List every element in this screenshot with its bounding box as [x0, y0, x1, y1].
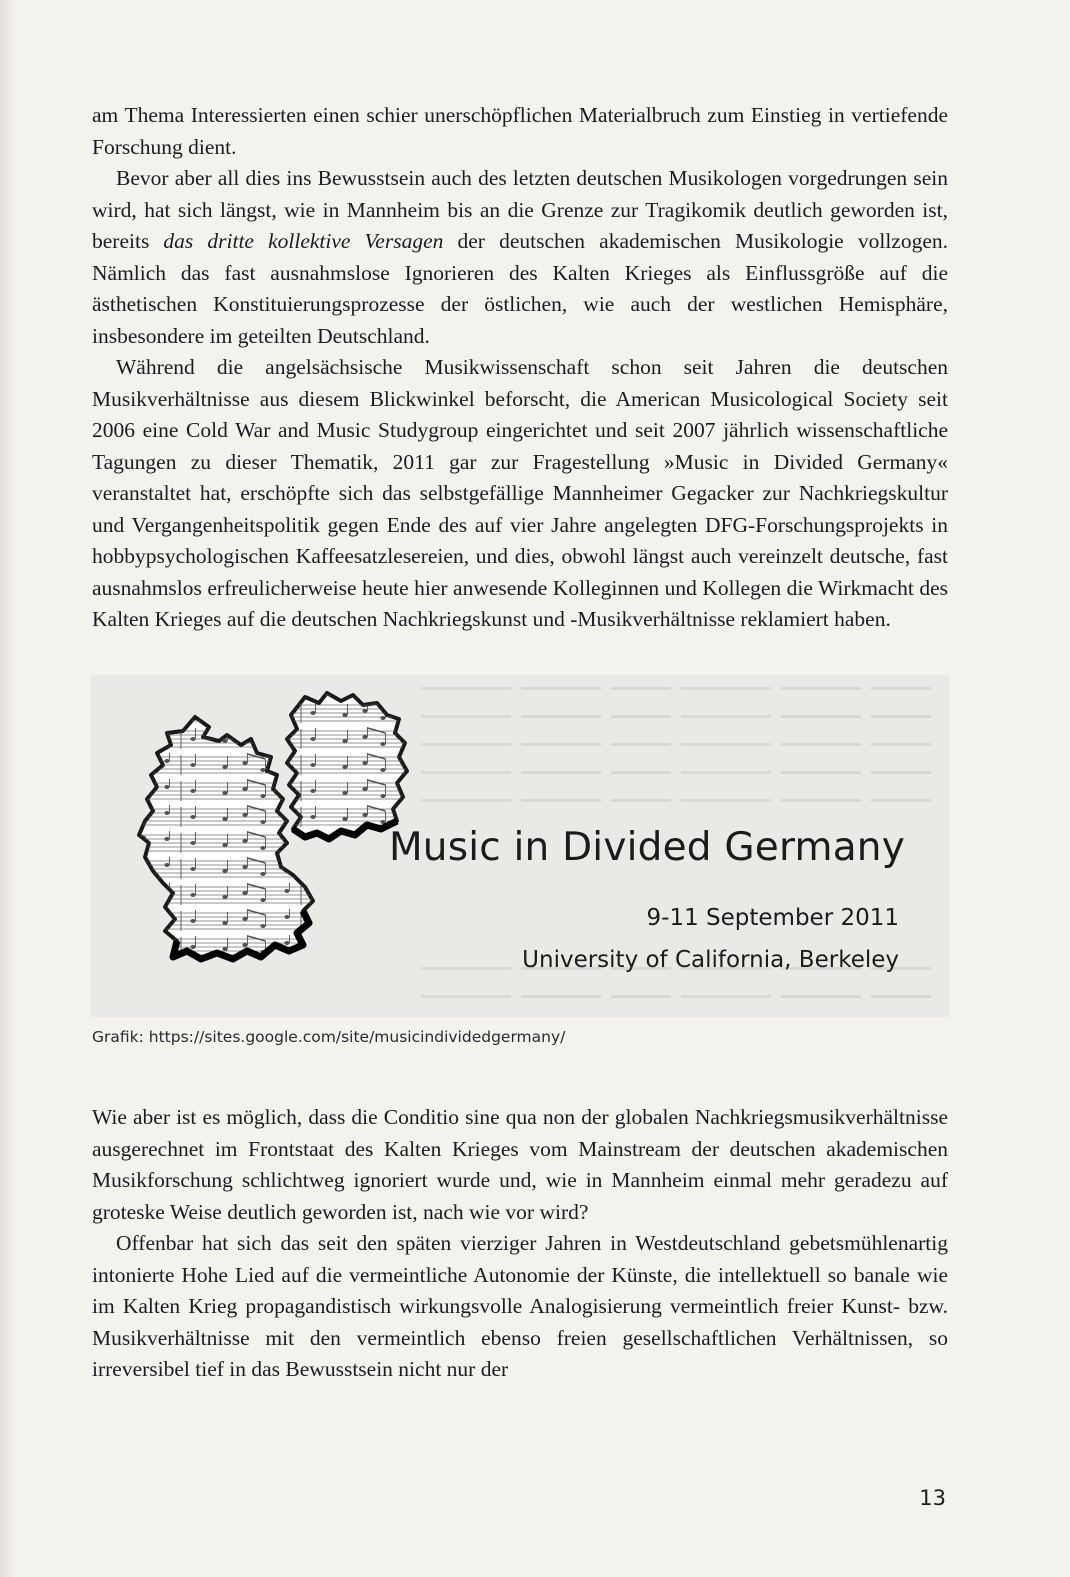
figure-date: 9-11 September 2011	[646, 905, 899, 931]
figure-venue: University of California, Berkeley	[522, 947, 899, 973]
text-run: am Thema Interessierten einen schier unerschöpflichen Materialbruch zum Einstieg in vertiefende Forschung dient.	[92, 103, 948, 159]
text-run: Bevor aber all dies ins Bewusstsein auch des letzten deutschen Musikologen vorgedrungen sein wird, hat sich längst, wie in Mannheim bis an die Grenze zur Tragikomik deutlich geworden ist, bereits	[92, 166, 948, 253]
paragraph	[92, 1228, 948, 1386]
figure-caption: Grafik: https://sites.google.com/site/musicindividedgermany/	[92, 1028, 566, 1046]
text-run: Während die angelsächsische Musikwissenschaft schon seit Jahren die deutschen Musikverhältnisse aus diesem Blickwinkel beforscht, die American Musicological Society seit 2006 eine Cold War and Music Studygroup eingerichtet und seit 2007 jährlich wissenschaftliche Tagungen zu dieser Thematik, 2011 gar zur Fragestellung »Music in Divided Germany« veranstaltet hat, erschöpfte sich das selbstgefällige Mannheimer Gegacker zur Nachkriegskultur und Vergangenheitspolitik gegen Ende des auf vier Jahre angelegten DFG-Forschungsprojekts in hobbypsychologischen Kaffeesatzlesereien, und dies, obwohl längst auch vereinzelt deutsche, fast ausnahmslos erfreulicherweise heute hier anwesende Kolleginnen und Kollegen die Wirkmacht des Kalten Krieges auf die deutschen Nachkriegskunst und -Musikverhältnisse reklamiert haben.	[92, 355, 948, 631]
figure-title: Music in Divided Germany	[388, 825, 905, 870]
page-edge	[0, 0, 16, 1577]
paragraph	[92, 1102, 948, 1228]
emphasized-text: das dritte kollektive Versagen	[163, 229, 444, 253]
body-text-bottom	[92, 1102, 948, 1386]
conference-graphic	[91, 675, 949, 1017]
paragraph	[92, 100, 948, 163]
paragraph	[92, 163, 948, 352]
paragraph	[92, 352, 948, 636]
text-run: der deutschen akademischen Musikologie vollzogen. Nämlich das fast ausnahmslose Ignorieren des Kalten Krieges als Einflussgröße auf die ästhetischen Konstituierungsprozesse der östlichen, wie auch der westlichen Hemisphäre, insbesondere im geteilten Deutschland.	[92, 229, 948, 348]
text-run: Offenbar hat sich das seit den späten vierziger Jahren in Westdeutschland gebetsmühlenartig intonierte Hohe Lied auf die vermeintliche Autonomie der Künste, die intellektuell so banale wie im Kalten Krieg propagandistisch wirkungsvolle Analogisierung vermeintlich freier Kunst- bzw. Musikverhältnisse mit den vermeintlich ebenso freien gesellschaftlichen Verhältnissen, so irreversibel tief in das Bewusstsein nicht nur der	[92, 1231, 948, 1381]
text-run: Wie aber ist es möglich, dass die Conditio sine qua non der globalen Nachkriegsmusikverhältnisse ausgerechnet im Frontstaat des Kalten Krieges vom Mainstream der deutschen akademischen Musikforschung schlichtweg ignoriert wurde und, wie in Mannheim einmal mehr geradezu auf groteske Weise deutlich geworden ist, nach wie vor wird?	[92, 1105, 948, 1224]
page-number: 13	[919, 1486, 946, 1510]
body-text-top	[92, 100, 948, 636]
